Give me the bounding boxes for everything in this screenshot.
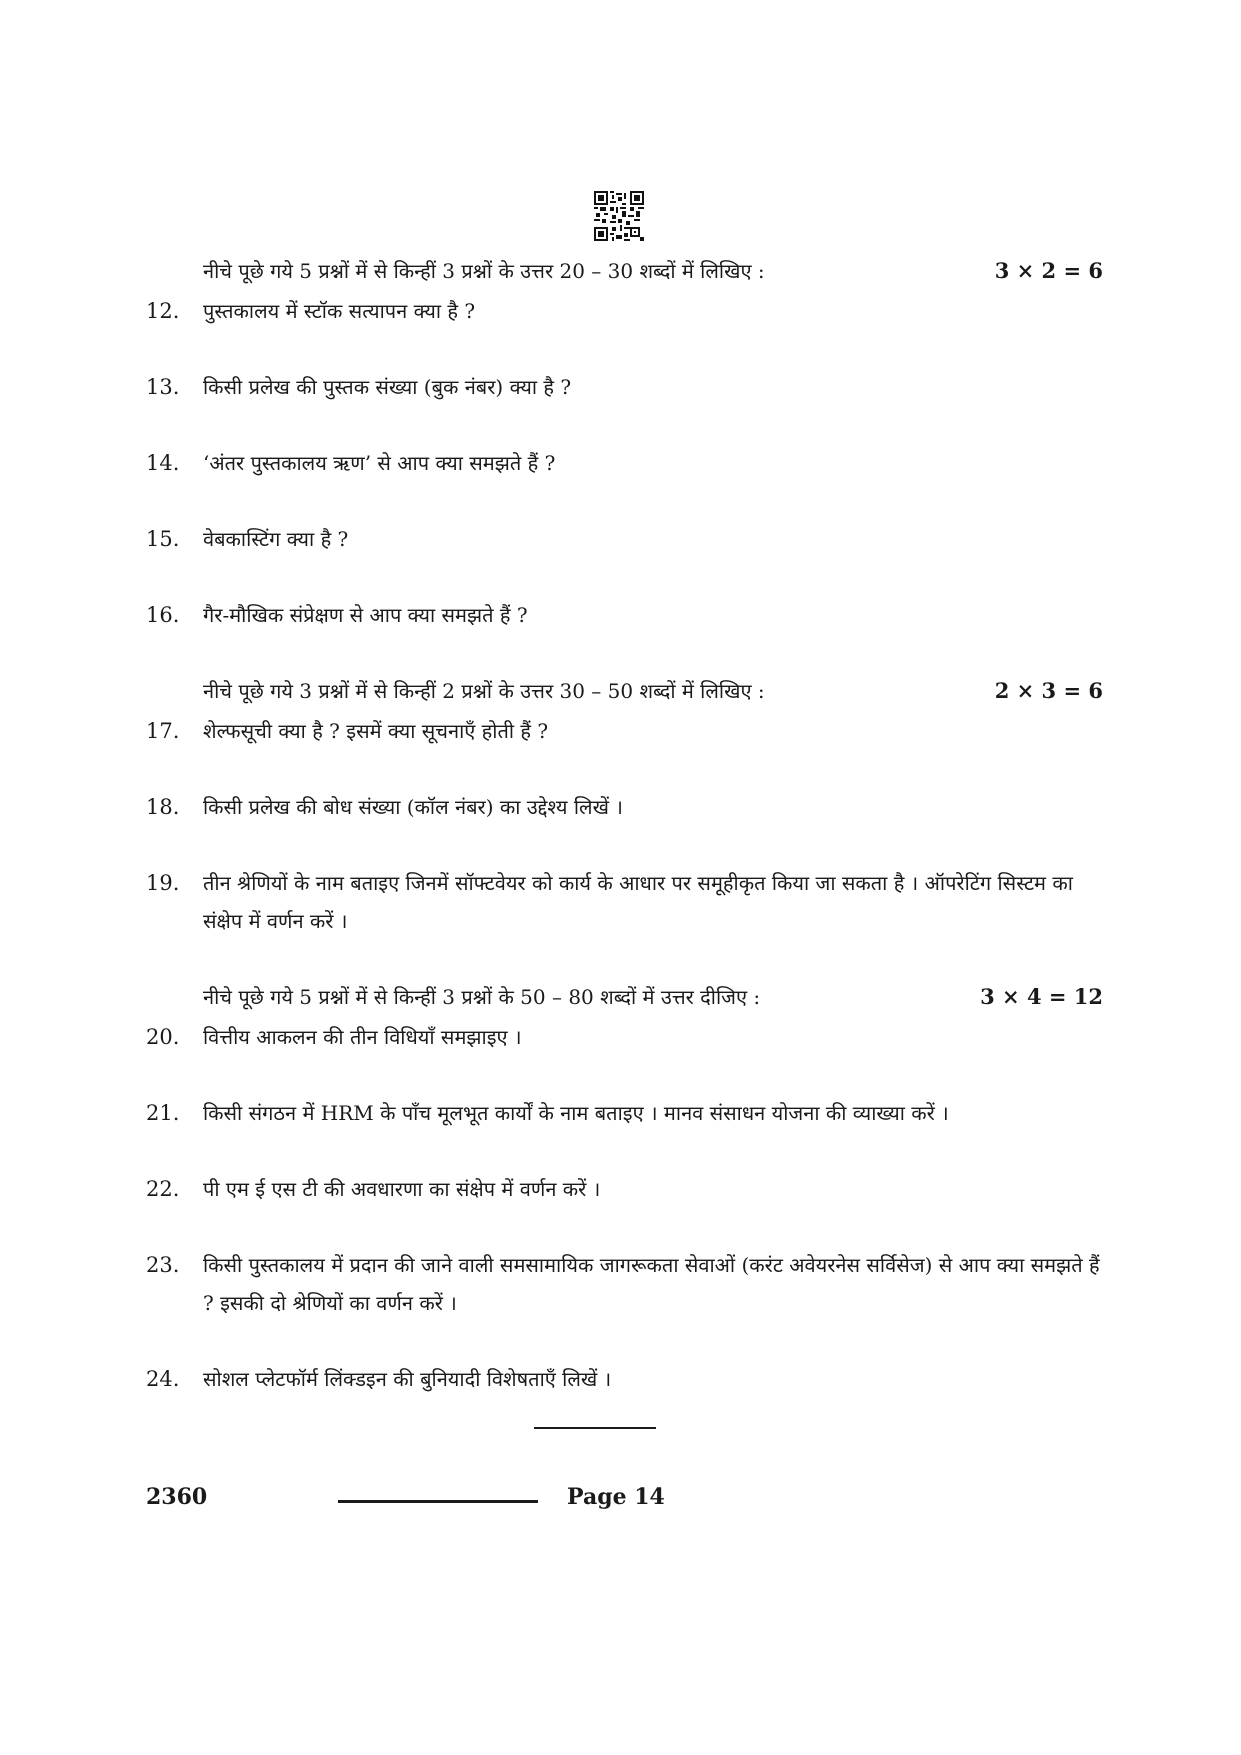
question-number: 12. <box>146 299 180 323</box>
question-number: 19. <box>146 871 180 895</box>
question-number: 24. <box>146 1367 180 1391</box>
question-text: तीन श्रेणियों के नाम बताइए जिनमें सॉफ्टवेयर को कार्य के आधार पर समूहीकृत किया जा सकता है । ऑपरेटिंग सिस्टम का संक्षेप में वर्णन करें । <box>203 871 1073 933</box>
section-marks: 3 × 2 = 6 <box>994 258 1103 283</box>
question-text: पुस्तकालय में स्टॉक सत्यापन क्या है ? <box>203 299 476 323</box>
question-number: 20. <box>146 1025 180 1049</box>
section-instruction <box>203 257 1103 285</box>
question-number: 21. <box>146 1101 180 1125</box>
footer-rule <box>338 1500 538 1503</box>
question-number: 17. <box>146 719 180 743</box>
section-marks: 3 × 4 = 12 <box>980 984 1103 1009</box>
question-text: किसी पुस्तकालय में प्रदान की जाने वाली समसामायिक जागरूकता सेवाओं (करंट अवेयरनेस सर्विसेज) से आप क्या समझते हैं ? इसकी दो श्रेणियों का वर्णन करें । <box>203 1253 1100 1315</box>
question-number: 16. <box>146 603 180 627</box>
question-number: 14. <box>146 451 180 475</box>
question-number: 13. <box>146 375 180 399</box>
end-of-paper-rule <box>534 1427 656 1429</box>
question-number: 23. <box>146 1253 180 1277</box>
question-number: 15. <box>146 527 180 551</box>
question-text: वेबकास्टिंग क्या है ? <box>203 527 349 551</box>
section-instruction <box>203 983 1103 1011</box>
question-text: किसी प्रलेख की बोध संख्या (कॉल नंबर) का उद्देश्य लिखें । <box>203 795 623 819</box>
question-number: 18. <box>146 795 180 819</box>
question-text: सोशल प्लेटफॉर्म लिंक्डइन की बुनियादी विशेषताएँ लिखें । <box>203 1367 612 1391</box>
question-text: किसी संगठन में HRM के पाँच मूलभूत कार्यों के नाम बताइए । मानव संसाधन योजना की व्याख्या करें । <box>203 1101 949 1125</box>
question-text: वित्तीय आकलन की तीन विधियाँ समझाइए । <box>203 1025 522 1049</box>
instruction-text: नीचे पूछे गये 5 प्रश्नों में से किन्हीं 3 प्रश्नों के 50 – 80 शब्दों में उत्तर दीजिए : <box>203 985 761 1009</box>
question-text: पी एम ई एस टी की अवधारणा का संक्षेप में वर्णन करें । <box>203 1177 601 1201</box>
question-text: गैर-मौखिक संप्रेक्षण से आप क्या समझते हैं ? <box>203 603 528 627</box>
question-number: 22. <box>146 1177 180 1201</box>
qr-code <box>594 191 644 241</box>
paper-code: 2360 <box>146 1484 208 1510</box>
page-number: Page 14 <box>567 1484 665 1510</box>
instruction-text: नीचे पूछे गये 3 प्रश्नों में से किन्हीं 2 प्रश्नों के उत्तर 30 – 50 शब्दों में लिखिए : <box>203 679 765 703</box>
question-text: ‘अंतर पुस्तकालय ऋण’ से आप क्या समझते हैं ? <box>203 451 556 475</box>
section-instruction <box>203 677 1103 705</box>
question-text: शेल्फसूची क्या है ? इसमें क्या सूचनाएँ होती हैं ? <box>203 719 549 743</box>
question-text: किसी प्रलेख की पुस्तक संख्या (बुक नंबर) क्या है ? <box>203 375 572 399</box>
section-marks: 2 × 3 = 6 <box>994 678 1103 703</box>
instruction-text: नीचे पूछे गये 5 प्रश्नों में से किन्हीं 3 प्रश्नों के उत्तर 20 – 30 शब्दों में लिखिए : <box>203 259 765 283</box>
